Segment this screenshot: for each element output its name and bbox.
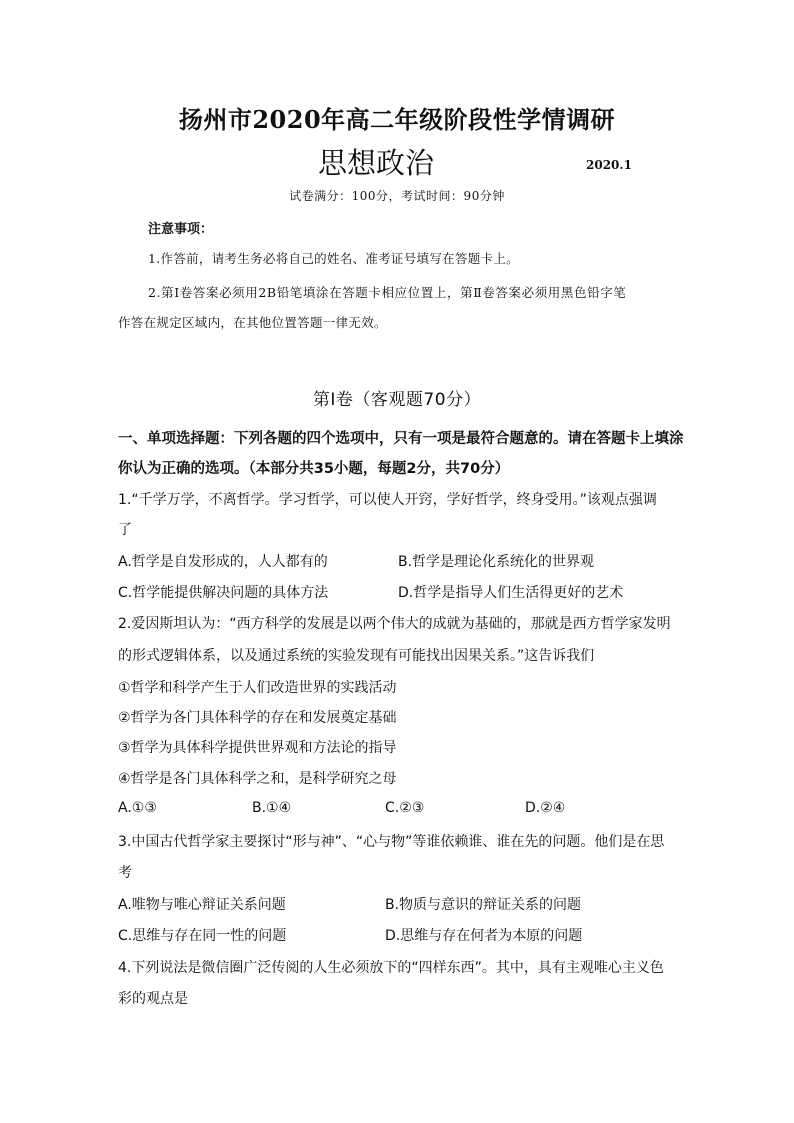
q1-option-d: D.哲学是指导人们生活得更好的艺术 [398, 585, 624, 601]
q1-option-b: B.哲学是理论化系统化的世界观 [398, 554, 595, 570]
notice-item-2-line-2: 作答在规定区域内，在其他位置答题一律无效。 [118, 315, 387, 330]
q2-item-4: ④哲学是各门具体科学之和，是科学研究之母 [118, 771, 397, 787]
q3-option-a: A.唯物与唯心辩证关系问题 [118, 897, 286, 913]
q4-stem-line-2: 彩的观点是 [118, 991, 188, 1007]
q1-stem-line-2: 了 [118, 522, 132, 538]
exam-date: 2020.1 [586, 158, 632, 172]
q2-item-1: ①哲学和科学产生于人们改造世界的实践活动 [118, 680, 397, 696]
exam-title: 扬州市2020年高二年级阶段性学情调研 [178, 105, 616, 134]
q2-stem-line-1: 2.爱因斯坦认为：“西方科学的发展是以两个伟大的成就为基础的，那就是西方哲学家发明 [118, 616, 671, 632]
q3-stem-line-1: 3.中国古代哲学家主要探讨“形与神”、“心与物”等谁依赖谁、谁在先的问题。他们是在思 [118, 834, 665, 850]
notice-item-2-line-1: 2.第Ⅰ卷答案必须用2B铅笔填涂在答题卡相应位置上，第Ⅱ卷答案必须用黑色铅字笔 [148, 285, 627, 300]
notice-heading: 注意事项： [148, 222, 214, 237]
section-title: 第Ⅰ卷（客观题70分） [312, 390, 482, 410]
q2-stem-line-2: 的形式逻辑体系，以及通过系统的实验发现有可能找出因果关系。”这告诉我们 [118, 648, 595, 664]
q3-option-b: B.物质与意识的辩证关系的问题 [385, 897, 582, 913]
q3-option-c: C.思维与存在同一性的问题 [118, 928, 287, 944]
q2-option-c: C.②③ [385, 800, 425, 816]
q1-option-a: A.哲学是自发形成的，人人都有的 [118, 554, 328, 570]
section-instruction-line-2: 你认为正确的选项。（本部分共35小题，每题2分，共70分） [118, 461, 510, 477]
q3-option-d: D.思维与存在何者为本原的问题 [385, 928, 583, 944]
q4-stem-line-1: 4.下列说法是微信圈广泛传阅的人生必须放下的“四样东西”。其中，具有主观唯心主义色 [118, 960, 664, 976]
q1-option-c: C.哲学能提供解决问题的具体方法 [118, 585, 329, 601]
q2-option-a: A.①③ [118, 800, 157, 816]
q2-item-2: ②哲学为各门具体科学的存在和发展奠定基础 [118, 710, 397, 726]
notice-item-1: 1.作答前，请考生务必将自己的姓名、准考证号填写在答题卡上。 [148, 251, 519, 266]
q2-option-d: D.②④ [525, 800, 566, 816]
exam-meta: 试卷满分：100分，考试时间：90分钟 [289, 189, 505, 203]
section-instruction-line-1: 一、单项选择题：下列各题的四个选项中，只有一项是最符合题意的。请在答题卡上填涂 [118, 431, 684, 447]
q3-stem-line-2: 考 [118, 865, 132, 881]
q2-option-b: B.①④ [252, 800, 292, 816]
q2-item-3: ③哲学为具体科学提供世界观和方法论的指导 [118, 740, 397, 756]
q1-stem-line-1: 1.“千学万学，不离哲学。学习哲学，可以使人开窍，学好哲学，终身受用。”该观点强调 [118, 492, 657, 508]
subject-title: 思想政治 [318, 146, 435, 180]
